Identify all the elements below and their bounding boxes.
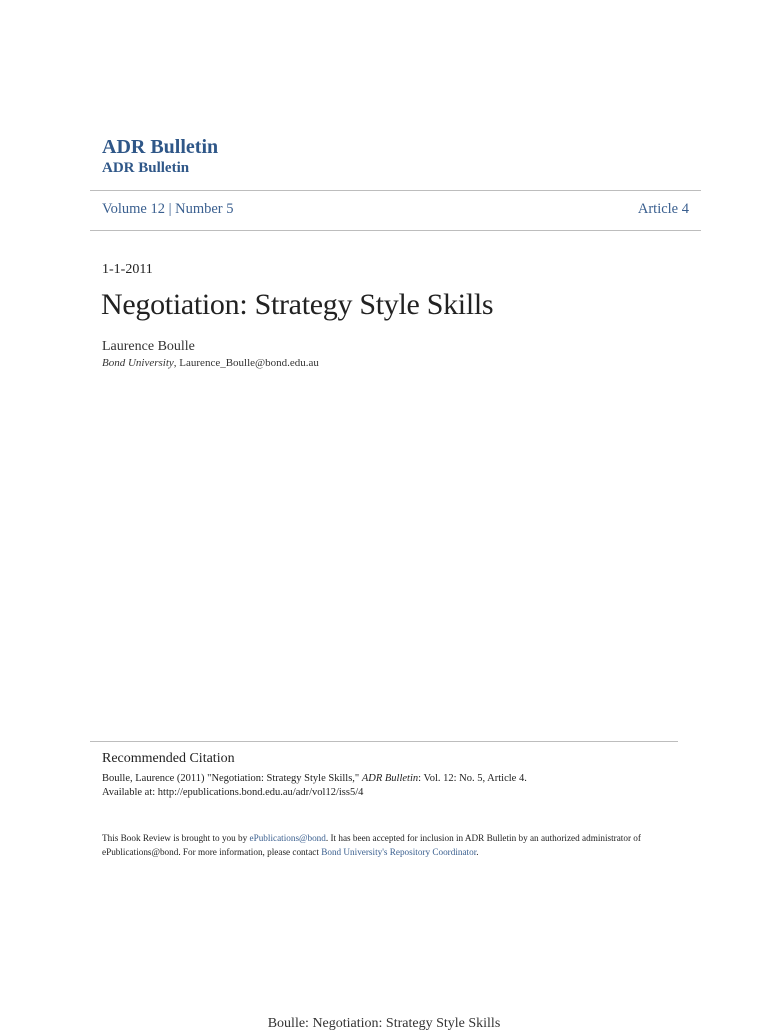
issue-bar	[102, 201, 689, 218]
author-name: Laurence Boulle	[102, 339, 195, 354]
running-footer: Boulle: Negotiation: Strategy Style Skills	[267, 1016, 501, 1031]
publication-date: 1-1-2011	[102, 262, 153, 277]
article-title: Negotiation: Strategy Style Skills	[101, 288, 494, 321]
citation-available-at: Available at: http://epublications.bond.edu.au/adr/vol12/iss5/4	[102, 786, 364, 798]
author-affiliation	[102, 357, 319, 369]
affiliation-institution: Bond University	[102, 357, 174, 369]
footer-notice-part3: .	[476, 846, 479, 857]
affiliation-separator: ,	[173, 357, 180, 369]
citation-line1-a: Boulle, Laurence (2011) "Negotiation: Strategy Style Skills,"	[102, 773, 362, 784]
citation-line1-b: : Vol. 12: No. 5, Article 4.	[418, 773, 527, 784]
footer-notice-part1: This Book Review is brought to you by	[102, 833, 250, 843]
author-email: Laurence_Boulle@bond.edu.au	[179, 357, 319, 369]
article-number-link[interactable]: Article 4	[637, 201, 689, 217]
footer-notice-part2: . It has been accepted for inclusion in ADR Bulletin by an authorized administrator of ePublications@bond. For more information, please contact	[102, 833, 641, 857]
header-bottom-rule	[90, 230, 701, 231]
header-top-rule	[90, 190, 701, 191]
journal-title[interactable]: ADR Bulletin	[102, 136, 219, 158]
citation-journal: ADR Bulletin	[361, 773, 419, 784]
citation-rule	[90, 741, 678, 742]
volume-number-link[interactable]: Volume 12 | Number 5	[102, 201, 234, 217]
citation-heading: Recommended Citation	[102, 751, 235, 766]
citation-text	[102, 772, 662, 799]
repository-coordinator-link[interactable]: Bond University's Repository Coordinator	[321, 846, 477, 857]
epublications-link[interactable]: ePublications@bond	[249, 833, 326, 843]
journal-subtitle[interactable]: ADR Bulletin	[102, 160, 190, 176]
footer-notice	[102, 832, 662, 859]
